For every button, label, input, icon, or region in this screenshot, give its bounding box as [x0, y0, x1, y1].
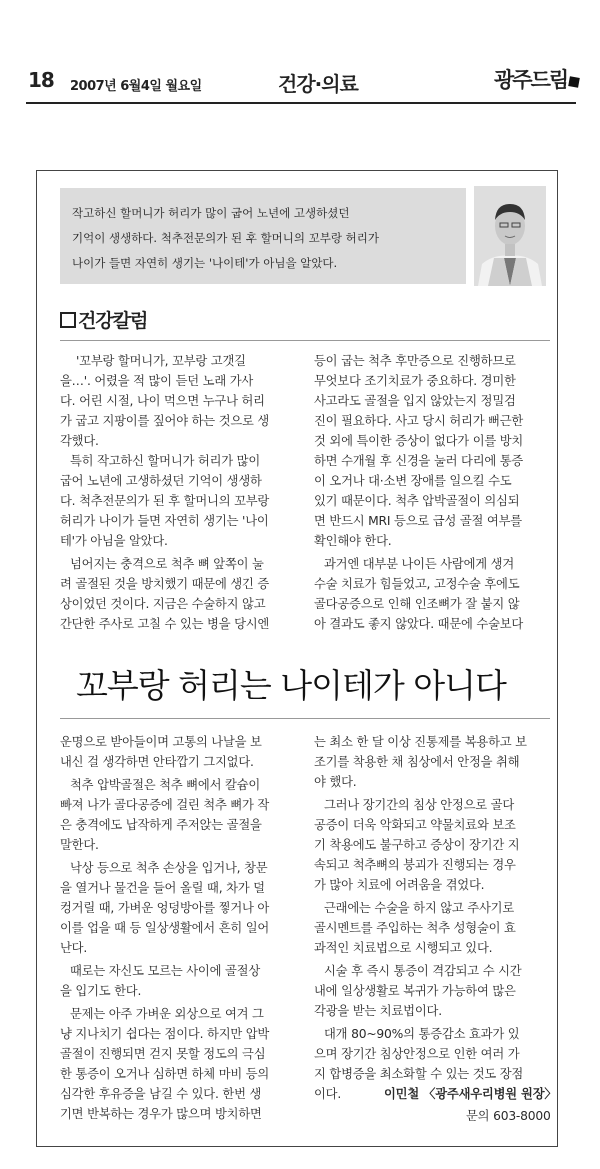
upper-left-line: 굽어 노년에 고생하셨던 기억이 생생하	[60, 474, 262, 488]
upper-left-line: 다. 어린 시절, 나이 먹으면 누구나 허리	[60, 394, 265, 408]
author-byline: 이민철 〈광주새우리병원 원장〉	[384, 1087, 557, 1101]
contact-info: 문의 603-8000	[466, 1109, 551, 1123]
column-label-icon	[60, 312, 76, 328]
upper-right-line: 무엇보다 조기치료가 중요하다. 경미한	[314, 374, 516, 388]
upper-right-line: 사고라도 골절을 입지 않았는지 정밀검	[314, 394, 516, 408]
lower-right-line: 속되고 척추뼈의 붕괴가 진행되는 경우	[314, 858, 516, 872]
upper-right-line: 진이 필요하다. 사고 당시 허리가 뻐근한	[314, 414, 524, 428]
lower-right-line: 지 합병증을 최소화할 수 있는 것도 장점	[314, 1067, 524, 1081]
upper-right-line: 등이 굽는 척추 후만증으로 진행하므로	[314, 354, 516, 368]
upper-left-line: 간단한 주사로 고칠 수 있는 병을 당시엔	[60, 617, 270, 631]
lower-right-line: 골시멘트를 주입하는 척추 성형술이 효	[314, 921, 516, 935]
lower-left-line: 컹거릴 때, 가벼운 엉덩방아를 찧거나 아	[60, 901, 270, 915]
upper-left-line: 특히 작고하신 할머니가 허리가 많이	[70, 454, 261, 468]
upper-right-line: 골다공증으로 인해 인조뼈가 잘 붙지 않	[314, 597, 520, 611]
lower-right-line: 야 했다.	[314, 775, 357, 789]
lower-right-line: 시술 후 즉시 통증이 격감되고 수 시간	[324, 964, 522, 978]
lower-left-line: 은 충격에도 납작하게 주저앉는 골절을	[60, 818, 262, 832]
upper-left-line: 상이었던 것이다. 지금은 수술하지 않고	[60, 597, 266, 611]
column-label	[60, 306, 147, 333]
upper-right-line: 과거엔 대부분 나이든 사람에게 생겨	[324, 557, 515, 571]
upper-left-line: 을…'. 어렸을 적 많이 듣던 노래 가사	[60, 374, 254, 388]
upper-right-line: 것 외에 특이한 증상이 없다가 이를 방치	[314, 434, 524, 448]
upper-left-line: 넘어지는 충격으로 척추 뼈 앞쪽이 눌	[70, 557, 264, 571]
upper-left-line: 각했다.	[60, 434, 99, 448]
divider	[60, 340, 550, 341]
lower-left-line: 을 입기도 한다.	[60, 984, 142, 998]
author-photo	[474, 186, 546, 286]
upper-left-line: '꼬부랑 할머니가, 꼬부랑 고갯길	[76, 354, 246, 368]
upper-right-line: 이 오거나 대·소변 장애를 일으킬 수도	[314, 474, 512, 488]
lower-left-line: 낙상 등으로 척추 손상을 입거나, 창문	[70, 861, 268, 875]
lower-left-line: 때로는 자신도 모르는 사이에 골절상	[70, 964, 261, 978]
divider	[60, 718, 550, 719]
lower-right-line: 대개 80~90%의 통증감소 효과가 있	[324, 1027, 520, 1041]
intro-line: 나이가 들면 자연히 생기는 '나이테'가 아님을 알았다.	[72, 256, 338, 270]
lower-right-line: 내에 일상생활로 복귀가 가능하여 많은	[314, 984, 516, 998]
upper-left-line: 다. 척추전문의가 된 후 할머니의 꼬부랑	[60, 494, 270, 508]
section-title: 건강·의료	[278, 72, 358, 96]
lower-left-line: 냥 지나치기 쉽다는 점이다. 하지만 압박	[60, 1027, 270, 1041]
author-portrait-icon	[474, 186, 546, 286]
lower-right-line: 공증이 더욱 악화되고 약물치료와 보조	[314, 818, 516, 832]
lower-right-line: 근래에는 수술을 하지 않고 주사기로	[324, 901, 515, 915]
lower-right-line: 으며 장기간 침상안정으로 인한 여러 가	[314, 1047, 520, 1061]
newspaper-logo	[494, 64, 579, 94]
upper-right-line: 면 반드시 MRI 등으로 급성 골절 여부를	[314, 514, 522, 528]
lower-left-line: 골절이 진행되면 걷지 못할 정도의 극심	[60, 1047, 266, 1061]
logo-text: 광주드림	[494, 68, 568, 92]
upper-left-line: 려 골절된 것을 방치했기 때문에 생긴 증	[60, 577, 270, 591]
lower-left-line: 난다.	[60, 941, 88, 955]
lower-right-line: 이다.	[314, 1087, 342, 1101]
lower-left-line: 내신 걸 생각하면 안타깝기 그지없다.	[60, 755, 254, 769]
lower-right-line: 각광을 받는 치료법이다.	[314, 1004, 442, 1018]
lower-left-line: 빠져 나가 골다공증에 걸린 척추 뼈가 작	[60, 798, 270, 812]
intro-line: 기억이 생생하다. 척추전문의가 된 후 할머니의 꼬부랑 허리가	[72, 231, 379, 245]
lower-right-line: 기 착용에도 불구하고 증상이 장기간 지	[314, 838, 520, 852]
lower-left-line: 을 열거나 물건을 들어 올릴 때, 차가 덜	[60, 881, 265, 895]
upper-right-line: 하면 수개월 후 신경을 눌러 다리에 통증	[314, 454, 524, 468]
lower-left-line: 문제는 아주 가벼운 외상으로 여겨 그	[70, 1007, 264, 1021]
upper-left-line: 허리가 나이가 들면 자연히 생기는 '나이	[60, 514, 269, 528]
lower-left-line: 심각한 후유증을 남길 수 있다. 한번 생	[60, 1087, 262, 1101]
lower-left-line: 기면 반복하는 경우가 많으며 방치하면	[60, 1107, 262, 1121]
upper-left-line: 테'가 아님을 알았다.	[60, 534, 168, 548]
lower-right-line: 는 최소 한 달 이상 진통제를 복용하고 보	[314, 735, 527, 749]
upper-right-line: 아 결과도 좋지 않았다. 때문에 수술보다	[314, 617, 524, 631]
article-headline: 꼬부랑 허리는 나이테가 아니다	[76, 666, 506, 705]
upper-right-line: 있기 때문이다. 척추 압박골절이 의심되	[314, 494, 520, 508]
lower-left-line: 이를 업을 때 등 일상생활에서 흔히 일어	[60, 921, 270, 935]
lower-right-line: 조기를 착용한 채 침상에서 안정을 취해	[314, 755, 520, 769]
lower-left-line: 한 통증이 오거나 심하면 하체 마비 등의	[60, 1067, 270, 1081]
issue-date: 2007년 6월4일 월요일	[70, 79, 202, 94]
lower-right-line: 그러나 장기간의 침상 안정으로 골다	[324, 798, 515, 812]
lower-right-line: 가 많아 치료에 어려움을 겪었다.	[314, 878, 485, 892]
upper-right-line: 확인해야 한다.	[314, 534, 392, 548]
intro-line: 작고하신 할머니가 허리가 많이 굽어 노년에 고생하셨던	[72, 206, 350, 220]
lower-left-line: 말한다.	[60, 838, 99, 852]
header-rule	[26, 102, 576, 104]
lower-left-line: 척추 압박골절은 척추 뼈에서 칼슘이	[70, 778, 261, 792]
page-number: 18	[28, 68, 54, 92]
logo-mark-icon	[568, 76, 580, 88]
lower-left-line: 운명으로 받아들이며 고통의 나날을 보	[60, 735, 262, 749]
upper-left-line: 가 굽고 지팡이를 짚어야 하는 것으로 생	[60, 414, 270, 428]
lower-right-line: 과적인 치료법으로 시행되고 있다.	[314, 941, 493, 955]
upper-right-line: 수술 치료가 힘들었고, 고정수술 후에도	[314, 577, 520, 591]
column-label-text: 건강칼럼	[78, 310, 148, 332]
